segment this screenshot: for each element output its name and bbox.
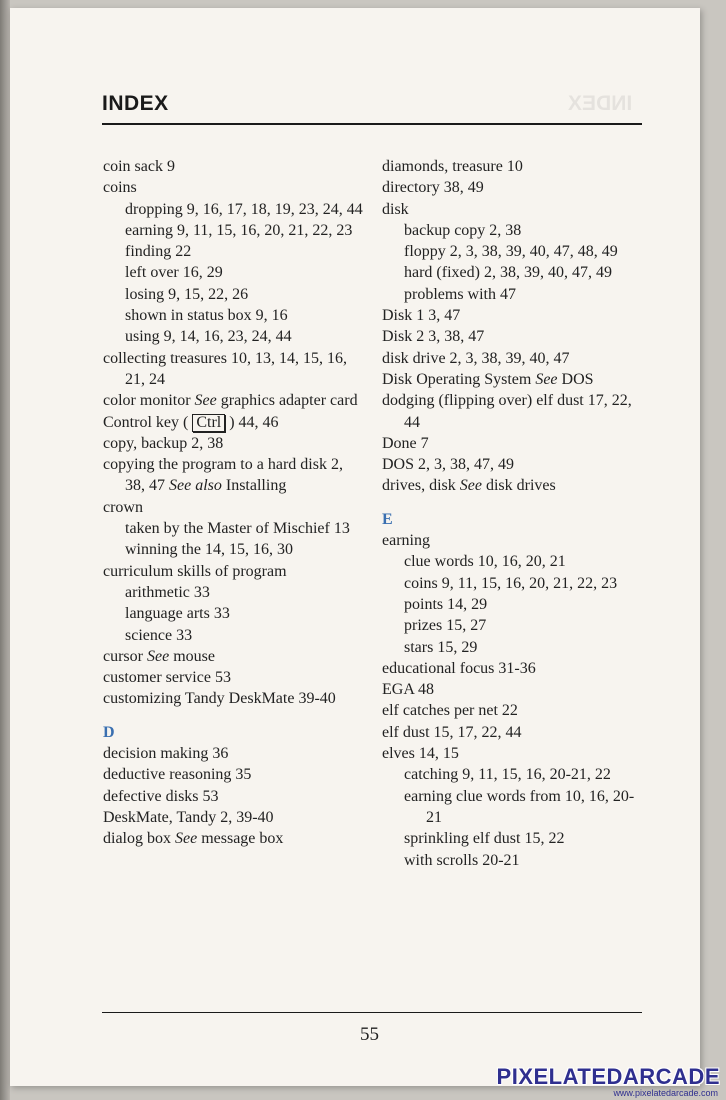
index-entry [382,369,650,390]
index-entry: DOS 2, 3, 38, 47, 49 [382,456,515,474]
index-entry: decision making 36 [103,745,229,763]
footer-rule [102,1012,642,1013]
index-subentry: sprinkling elf dust 15, 22 [404,830,565,848]
index-entry: DeskMate, Tandy 2, 39-40 [103,808,274,826]
see-reference: See [175,830,198,848]
see-reference: See [146,647,170,665]
index-subentry: stars 15, 29 [404,638,478,656]
index-subentry: losing 9, 15, 22, 26 [125,285,249,303]
entry-text: ) 44, 46 [225,413,279,431]
index-entry: coins [103,179,137,197]
index-subentry: problems with 47 [404,285,516,303]
index-entry [103,390,365,411]
index-entry [103,828,365,849]
index-entry: deductive reasoning 35 [103,766,252,784]
index-entry: dodging (flipping over) elf dust 17, 22, 44 [382,392,632,431]
page-binding-edge [0,0,10,1100]
entry-text: Disk Operating System [382,370,536,388]
index-entry: earning [382,532,430,550]
index-subentry: floppy 2, 3, 38, 39, 40, 47, 48, 49 [404,243,618,261]
index-subentry: winning the 14, 15, 16, 30 [125,541,293,559]
index-subentry: left over 16, 29 [125,264,223,282]
index-entry: Disk 2 3, 38, 47 [382,328,485,346]
index-entry: customizing Tandy DeskMate 39-40 [103,690,336,708]
index-entry: crown [103,498,143,516]
entry-text: mouse [169,647,215,665]
index-entry: customer service 53 [103,669,231,687]
section-letter: E [382,510,393,528]
index-subentry: dropping 9, 16, 17, 18, 19, 23, 24, 44 [125,200,363,218]
entry-text: Installing [221,477,287,495]
index-entry [103,412,365,433]
index-subentry: taken by the Master of Mischief 13 [125,520,350,538]
see-reference: See also [169,477,222,495]
entry-text: disk drives [481,477,556,495]
entry-text: color monitor [103,392,195,410]
index-entry: Done 7 [382,434,429,452]
index-entry: collecting treasures 10, 13, 14, 15, 16, 21, 24 [103,349,347,388]
index-column-right [382,156,650,871]
index-entry [382,475,650,496]
index-subentry: prizes 15, 27 [404,617,487,635]
index-entry: elf dust 15, 17, 22, 44 [382,723,522,741]
entry-text: graphics adapter card [216,392,358,410]
watermark-url: www.pixelatedarcade.com [613,1088,718,1098]
entry-text: DOS [557,370,594,388]
see-reference: See [535,370,558,388]
bleed-through-header: INDEX [567,92,632,115]
index-entry: curriculum skills of program [103,562,287,580]
entry-text: drives, disk [382,477,460,495]
index-entry: defective disks 53 [103,787,219,805]
index-entry: EGA 48 [382,681,434,699]
entry-text: Control key ( [103,413,193,431]
index-subentry: hard (fixed) 2, 38, 39, 40, 47, 49 [404,264,612,282]
index-entry: elves 14, 15 [382,745,459,763]
index-entry [103,646,365,667]
index-subentry: using 9, 14, 16, 23, 24, 44 [125,328,292,346]
keycap-label: Ctrl [192,414,225,432]
index-entry: disk [382,200,409,218]
see-reference: See [459,477,482,495]
entry-text: message box [197,830,284,848]
header-rule [102,123,642,125]
index-entry [103,454,365,497]
watermark-brand: PIXELATEDARCADE [496,1064,720,1089]
index-entry: coin sack 9 [103,158,175,175]
section-letter: D [103,723,115,741]
index-subentry: points 14, 29 [404,595,488,613]
index-entry: copy, backup 2, 38 [103,434,224,452]
entry-text: dialog box [103,830,175,848]
index-column-left [103,156,365,850]
index-subentry: arithmetic 33 [125,583,210,601]
index-subentry: catching 9, 11, 15, 16, 20-21, 22 [404,766,611,784]
index-subentry: earning clue words from 10, 16, 20-21 [404,787,635,826]
index-entry: disk drive 2, 3, 38, 39, 40, 47 [382,349,570,367]
index-entry: directory 38, 49 [382,179,484,197]
index-subentry: shown in status box 9, 16 [125,307,288,325]
page-number: 55 [360,1024,379,1045]
see-reference: See [194,392,217,410]
index-subentry: with scrolls 20-21 [404,851,520,869]
index-subentry: finding 22 [125,243,192,261]
index-subentry: backup copy 2, 38 [404,221,522,239]
index-subentry: science 33 [125,626,193,644]
entry-text: copying the program to a hard disk 2, 38, 47 [103,456,343,495]
index-entry: Disk 1 3, 47 [382,307,461,325]
entry-text: cursor [103,647,147,665]
index-subentry: earning 9, 11, 15, 16, 20, 21, 22, 23 [125,221,353,239]
index-subentry: coins 9, 11, 15, 16, 20, 21, 22, 23 [404,574,618,592]
index-subentry: language arts 33 [125,605,230,623]
index-entry: diamonds, treasure 10 [382,158,523,175]
index-entry: elf catches per net 22 [382,702,518,720]
index-subentry: clue words 10, 16, 20, 21 [404,553,566,571]
page-title: INDEX [102,92,169,115]
index-entry: educational focus 31-36 [382,659,536,677]
